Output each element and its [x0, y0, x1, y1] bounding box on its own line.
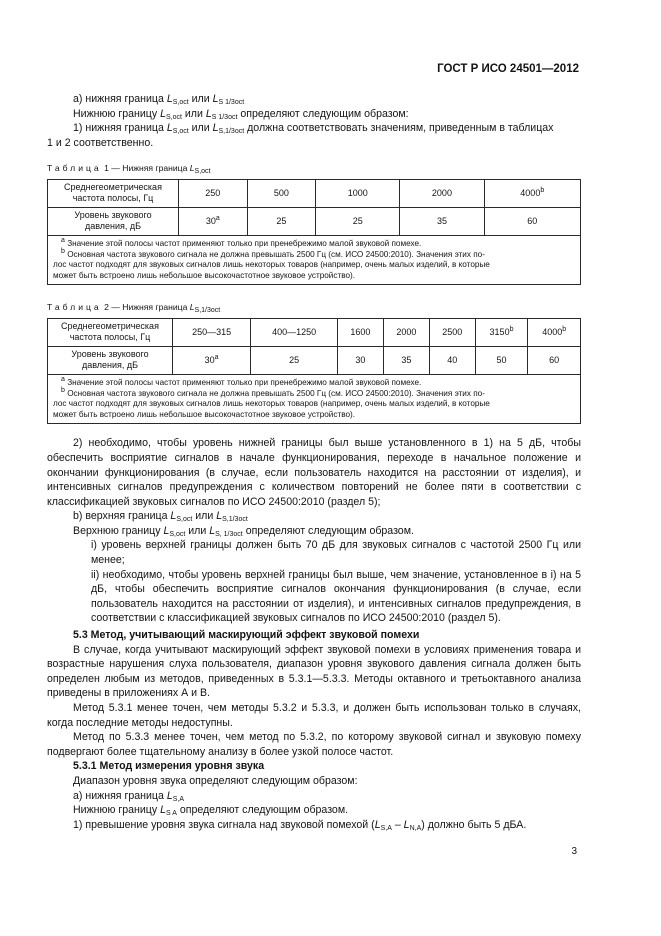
table1-note-b-line3: может быть встроено лишь небольшое высокочастотное звуковое устройство).	[53, 270, 356, 280]
table2-cell: 1600	[337, 318, 383, 346]
table2-header-level: Уровень звукового давления, дБ	[48, 346, 173, 374]
paragraph-5-3-1-c: Нижнюю границу $L_{S A}$ определяют следующим образом.	[73, 804, 349, 818]
paragraph-item-i: i) уровень верхней границы должен быть 70 дБ для звуковых сигналов с частотой 2500 Гц или менее;	[91, 539, 581, 567]
table1-cell: 25	[247, 207, 316, 235]
table2-note-b: $^b$ Основная частота звукового сигнала не должна превышать 2500 Гц (см. ИСО 24500:2010). Значения этих по-	[61, 386, 485, 398]
table2-note-b-line2: лос частот подходят для звуковых сигналов лишь некоторых товаров (например, очень малых изделий, в которые	[53, 399, 490, 409]
table1-cell: 250	[179, 179, 248, 207]
table2	[47, 318, 581, 424]
table2-cell: 2000	[383, 318, 429, 346]
table1-row-frequency	[48, 179, 581, 207]
table2-row-frequency	[48, 318, 581, 346]
table1-header-level: Уровень звукового давления, дБ	[48, 207, 179, 235]
paragraph-5-3-1-d: 1) превышение уровня звука сигнала над звуковой помехой $(L_{S,A} - L_{N,A})$ должно быть 5 дБА.	[73, 818, 527, 832]
table2-cell: 3150$^b$	[475, 318, 528, 346]
heading-5-3: 5.3 Метод, учитывающий маскирующий эффект звуковой помехи	[73, 629, 420, 642]
table2-cell: 2500	[429, 318, 475, 346]
standard-code: ГОСТ Р ИСО 24501—2012	[437, 63, 579, 75]
paragraph-5-3-a: В случае, когда учитывают маскирующий эффект звуковой помехи в условиях применения товара и возрастные нарушения слуха пользователя, диапазон уровня звукового давления сигнала должен быть определен любым из методов, приведенных в 5.3.1—5.3.3. Методы октавного и третьоктавного анализа приведены в приложениях А и В.	[47, 643, 581, 700]
table1-cell: 30$^a$	[179, 207, 248, 235]
table1-cell: 4000$^b$	[484, 179, 580, 207]
heading-5-3-1: 5.3.1 Метод измерения уровня звука	[73, 760, 265, 773]
table2-notes	[48, 374, 581, 423]
paragraph-5-3-1-a: Диапазон уровня звука определяют следующим образом:	[73, 774, 358, 787]
intro-line-1: 1) нижняя граница $L_{S,oct}$ или $L_{S,1/3oct}$ должна соответствовать значениям, приведенным в таблицах	[73, 122, 554, 136]
table1-caption: Таблица 1 — Нижняя граница $L_{S,oct}$	[47, 163, 211, 176]
table2-cell: 250—315	[173, 318, 251, 346]
table2-cell: 400—1250	[251, 318, 338, 346]
table2-cell: 35	[383, 346, 429, 374]
table2-header-frequency: Среднегеометрическая частота полосы, Гц	[48, 318, 173, 346]
page-number: 3	[571, 846, 577, 857]
table2-cell: 40	[429, 346, 475, 374]
table2-cell: 25	[251, 346, 338, 374]
page-content	[47, 92, 581, 832]
table1-cell: 500	[247, 179, 316, 207]
table2-cell: 4000$^b$	[528, 318, 581, 346]
paragraph-item-2: 2) необходимо, чтобы уровень нижней границы был выше установленного в 1) на 5 дБ, чтобы обеспечить восприятие сигналов в начале функционирования, переходе в начальное положение и окончании функционирования (в случае, если пользователь находится на расстоянии от изделия), и интенсивных сигналов предупреждения с количеством повторений не более пяти в соответствии с классификацией звуковых сигналов по ИСО 24500:2010 (раздел 5);	[47, 437, 581, 508]
table2-cell: 30	[337, 346, 383, 374]
table1-cell: 2000	[400, 179, 484, 207]
table1-notes	[48, 235, 581, 284]
paragraph-5-3-b: Метод 5.3.1 менее точен, чем методы 5.3.2 и 5.3.3, и должен быть использован только в случаях, когда последние методы недоступны.	[47, 702, 581, 729]
paragraph-upper-definition: Верхнюю границу $L_{S,oct}$ или $L_{S, 1/3oct}$ определяют следующим образом.	[73, 524, 414, 538]
table1-notes-row	[48, 235, 581, 284]
table2-cell: 30$^a$	[173, 346, 251, 374]
paragraph-item-ii: ii) необходимо, чтобы уровень верхней границы был выше, чем значение, установленное в i) на 5 дБ, чтобы обеспечить восприятие сигналов окончания функционирования (в случае, если пользователь находится на расстоянии от изделия), и интенсивных сигналов предупреждения, в соответствии с классификацией звуковых сигналов по ИСО 24500:2010 (раздел 5).	[91, 568, 581, 625]
table2-note-b-line3: может быть встроено лишь небольшое высокочастотное звуковое устройство).	[53, 409, 356, 419]
intro-line-1-cont: 1 и 2 соответственно.	[47, 136, 154, 149]
table2-cell: 60	[528, 346, 581, 374]
table1-cell: 25	[316, 207, 400, 235]
table2-caption: Таблица 2 — Нижняя граница $L_{S,1/3oct}$	[47, 302, 221, 315]
table1-note-a: $^a$ Значение этой полосы частот применяют только при пренебрежимо малой звуковой помехе.	[61, 236, 422, 248]
table1-cell: 60	[484, 207, 580, 235]
table1-note-b: $^b$ Основная частота звукового сигнала не должна превышать 2500 Гц (см. ИСО 24500:2010). Значения этих по-	[61, 247, 485, 259]
table1-row-level	[48, 207, 581, 235]
table2-note-a: $^a$ Значение этой полосы частот применяют только при пренебрежимо малой звуковой помехе.	[61, 375, 422, 387]
table1	[47, 179, 581, 285]
intro-line-lower: Нижнюю границу $L_{S,oct}$ или $L_{S 1/3oct}$ определяют следующим образом:	[73, 107, 409, 121]
table1-cell: 35	[400, 207, 484, 235]
paragraph-item-b: b) верхняя граница $L_{S,oct}$ или $L_{S,1/3oct}$	[73, 510, 248, 524]
paragraph-5-3-c: Метод по 5.3.3 менее точен, чем метод по 5.3.2, по которому звуковой сигнал и звуковую помеху подвергают более тщательному анализу в более узкой полосе частот.	[47, 731, 581, 758]
intro-line-a: а) нижняя граница $L_{S,oct}$ или $L_{S 1/3oct}$	[73, 93, 245, 106]
table1-header-frequency: Среднегеометрическая частота полосы, Гц	[48, 179, 179, 207]
table1-cell: 1000	[316, 179, 400, 207]
paragraph-5-3-1-b: а) нижняя граница $L_{S,A}$	[73, 789, 185, 803]
table1-note-b-line2: лос частот подходят для звуковых сигналов лишь некоторых товаров (например, очень малых изделий, в которые	[53, 260, 490, 270]
table2-notes-row	[48, 374, 581, 423]
table2-cell: 50	[475, 346, 528, 374]
table2-row-level	[48, 346, 581, 374]
